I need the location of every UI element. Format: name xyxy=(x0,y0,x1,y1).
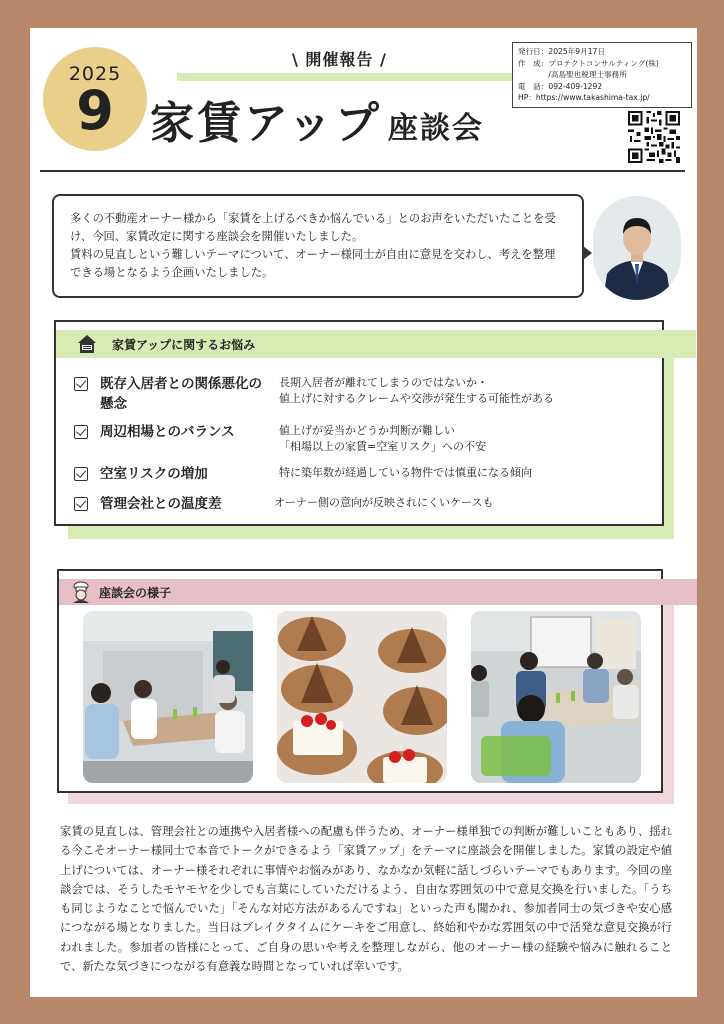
report-body: 家賃の見直しは、管理会社との連携や入居者様への配慮も伴うため、オーナー様単独での判断が難しいこともあり、揺れる今こそオーナー様同士で本音でトークができるよう「家賃アップ」をテーマに座談会を開催しました。家賃の設定や値上げについては、オーナー様それぞれに事情やお悩みがあり、なかなか気軽に話しづらいテーマでもあります。今回の座談会では、そうしたモヤモヤを少しでも言葉にしていただけるよう、自由な雰囲気の中で意見交換を行いました。「うちも同じようなことで悩んでいた」「そんな対応方法があるんですね」といった声も聞かれ、参加者同士の気づきや安心感につながる場となりました。当日はブレイクタイムにケーキをご用意し、終始和やかな雰囲気の中で活発な意見交換が行われました。参加者の皆様にとって、ご自身の思いや考えを整理しながら、他のオーナー様の経験や悩みに触れることで、新たな気づきにつながる有意義な時間となっていれば幸いです。 xyxy=(60,825,672,974)
newsletter-page xyxy=(30,28,697,997)
speech-pointer xyxy=(583,246,592,260)
author-office: /高島聖也税理士事務所 xyxy=(518,70,627,79)
concern-desc-line: オーナー側の意向が反映されにくいケースも xyxy=(274,496,494,509)
meeting-title: 座談会の様子 xyxy=(99,586,172,600)
title-main: 家賃アップ xyxy=(150,98,382,149)
presenter-photo xyxy=(593,196,681,300)
year-label: 2025 xyxy=(68,63,122,85)
chef-icon xyxy=(69,581,93,603)
meeting-photo-2 xyxy=(277,611,447,783)
meeting-header xyxy=(59,579,697,605)
concern-description xyxy=(274,495,654,511)
concern-heading: 既存入居者との関係悪化の懸念 xyxy=(100,376,262,412)
concern-heading: 管理会社との温度差 xyxy=(100,496,222,512)
concern-heading: 周辺相場とのバランス xyxy=(100,424,235,440)
concern-desc-line: 値上げが妥当かどうか判断が難しい xyxy=(279,424,455,437)
page-title xyxy=(150,100,484,148)
phone: 電 話：092-409-1292 xyxy=(518,81,603,91)
concern-description xyxy=(279,465,659,481)
homepage-url: HP：https://www.takashima-tax.jp/ xyxy=(518,93,650,102)
meeting-photo-1 xyxy=(83,611,253,783)
concerns-section xyxy=(54,320,664,526)
concerns-title: 家賃アップに関するお悩み xyxy=(112,338,256,352)
concern-description xyxy=(279,375,659,407)
meeting-photo-3 xyxy=(471,611,641,783)
date-badge xyxy=(43,47,147,151)
concerns-header xyxy=(56,330,696,358)
title-accent-bar xyxy=(177,73,519,81)
month-label: 9 xyxy=(76,79,114,142)
issuer-info-box xyxy=(512,42,692,108)
meeting-section xyxy=(57,569,663,793)
house-icon xyxy=(76,333,98,355)
checkbox-icon xyxy=(74,497,88,511)
concern-description xyxy=(279,423,659,455)
concern-desc-line: 長期入居者が離れてしまうのではないか・ xyxy=(279,376,488,389)
qr-code[interactable] xyxy=(628,111,680,163)
checkbox-icon xyxy=(74,467,88,481)
concern-desc-line: 特に築年数が経過している物件では慎重になる傾向 xyxy=(279,466,532,479)
checkbox-icon xyxy=(74,425,88,439)
intro-paragraph-1: 多くの不動産オーナー様から「家賃を上げるべきか悩んでいる」とのお声をいただいたことを受け、今回、家賃改定に関する座談会を開催いたしました。 xyxy=(70,212,556,243)
intro-box xyxy=(52,194,584,298)
concern-desc-line: 「相場以上の家賃=空室リスク」への不安 xyxy=(279,440,486,453)
author: 作 成：プロテクトコンサルティング(株) xyxy=(518,58,659,68)
title-sub: 座談会 xyxy=(387,111,484,146)
concern-heading: 空室リスクの増加 xyxy=(100,466,208,482)
issue-date: 発行日：2025年9月17日 xyxy=(518,47,605,56)
report-label: \ 開催報告 / xyxy=(292,50,387,69)
intro-paragraph-2: 賃料の見直しという難しいテーマについて、オーナー様同士が自由に意見を交わし、考えを整理できる場となるよう企画いたしました。 xyxy=(70,248,556,279)
title-divider xyxy=(40,170,685,172)
checkbox-icon xyxy=(74,377,88,391)
concern-desc-line: 値上げに対するクレームや交渉が発生する可能性がある xyxy=(279,392,554,405)
